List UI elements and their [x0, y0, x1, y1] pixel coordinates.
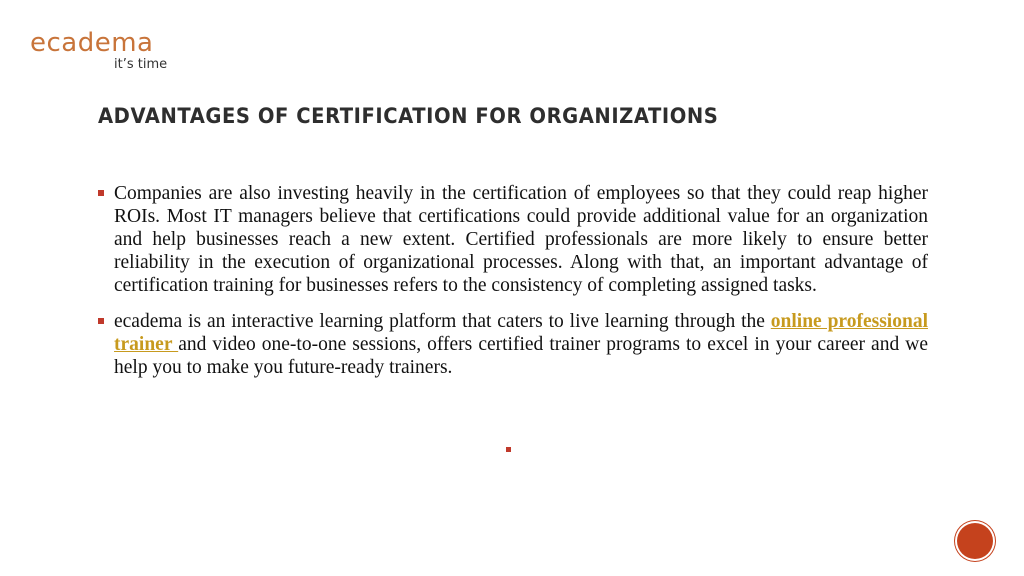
logo-tagline: it’s time	[114, 57, 168, 72]
slide-title: ADVANTAGES OF CERTIFICATION FOR ORGANIZATIONS	[98, 104, 719, 128]
online-professional-trainer-link[interactable]: online professional trainer	[114, 311, 928, 355]
square-bullet-icon	[98, 190, 104, 196]
square-bullet-icon	[98, 318, 104, 324]
bullet-list	[98, 182, 928, 392]
bullet-item-ecadema-platform	[98, 310, 928, 379]
bullet-text-after-link: and video one-to-one sessions, offers certified trainer programs to excel in your career and we help you to make you future-ready trainers.	[114, 334, 928, 378]
page-number-badge	[957, 523, 993, 559]
empty-bullet-icon	[506, 447, 511, 452]
bullet-text-before-link: ecadema is an interactive learning platform that caters to live learning through the	[114, 311, 771, 332]
ecadema-logo	[30, 28, 200, 73]
bullet-text: Companies are also investing heavily in the certification of employees so that they could reap higher ROIs. Most IT managers believe that certifications could provide additional value for an organization and help businesses reach a new extent. Certified professionals are more likely to ensure better reliability in the execution of organizational processes. Along with that, an important advantage of certification training for businesses refers to the consistency of completing assigned tasks.	[114, 183, 928, 296]
bullet-item-certification-investment	[98, 182, 928, 297]
logo-wordmark: ecadema	[30, 28, 154, 58]
